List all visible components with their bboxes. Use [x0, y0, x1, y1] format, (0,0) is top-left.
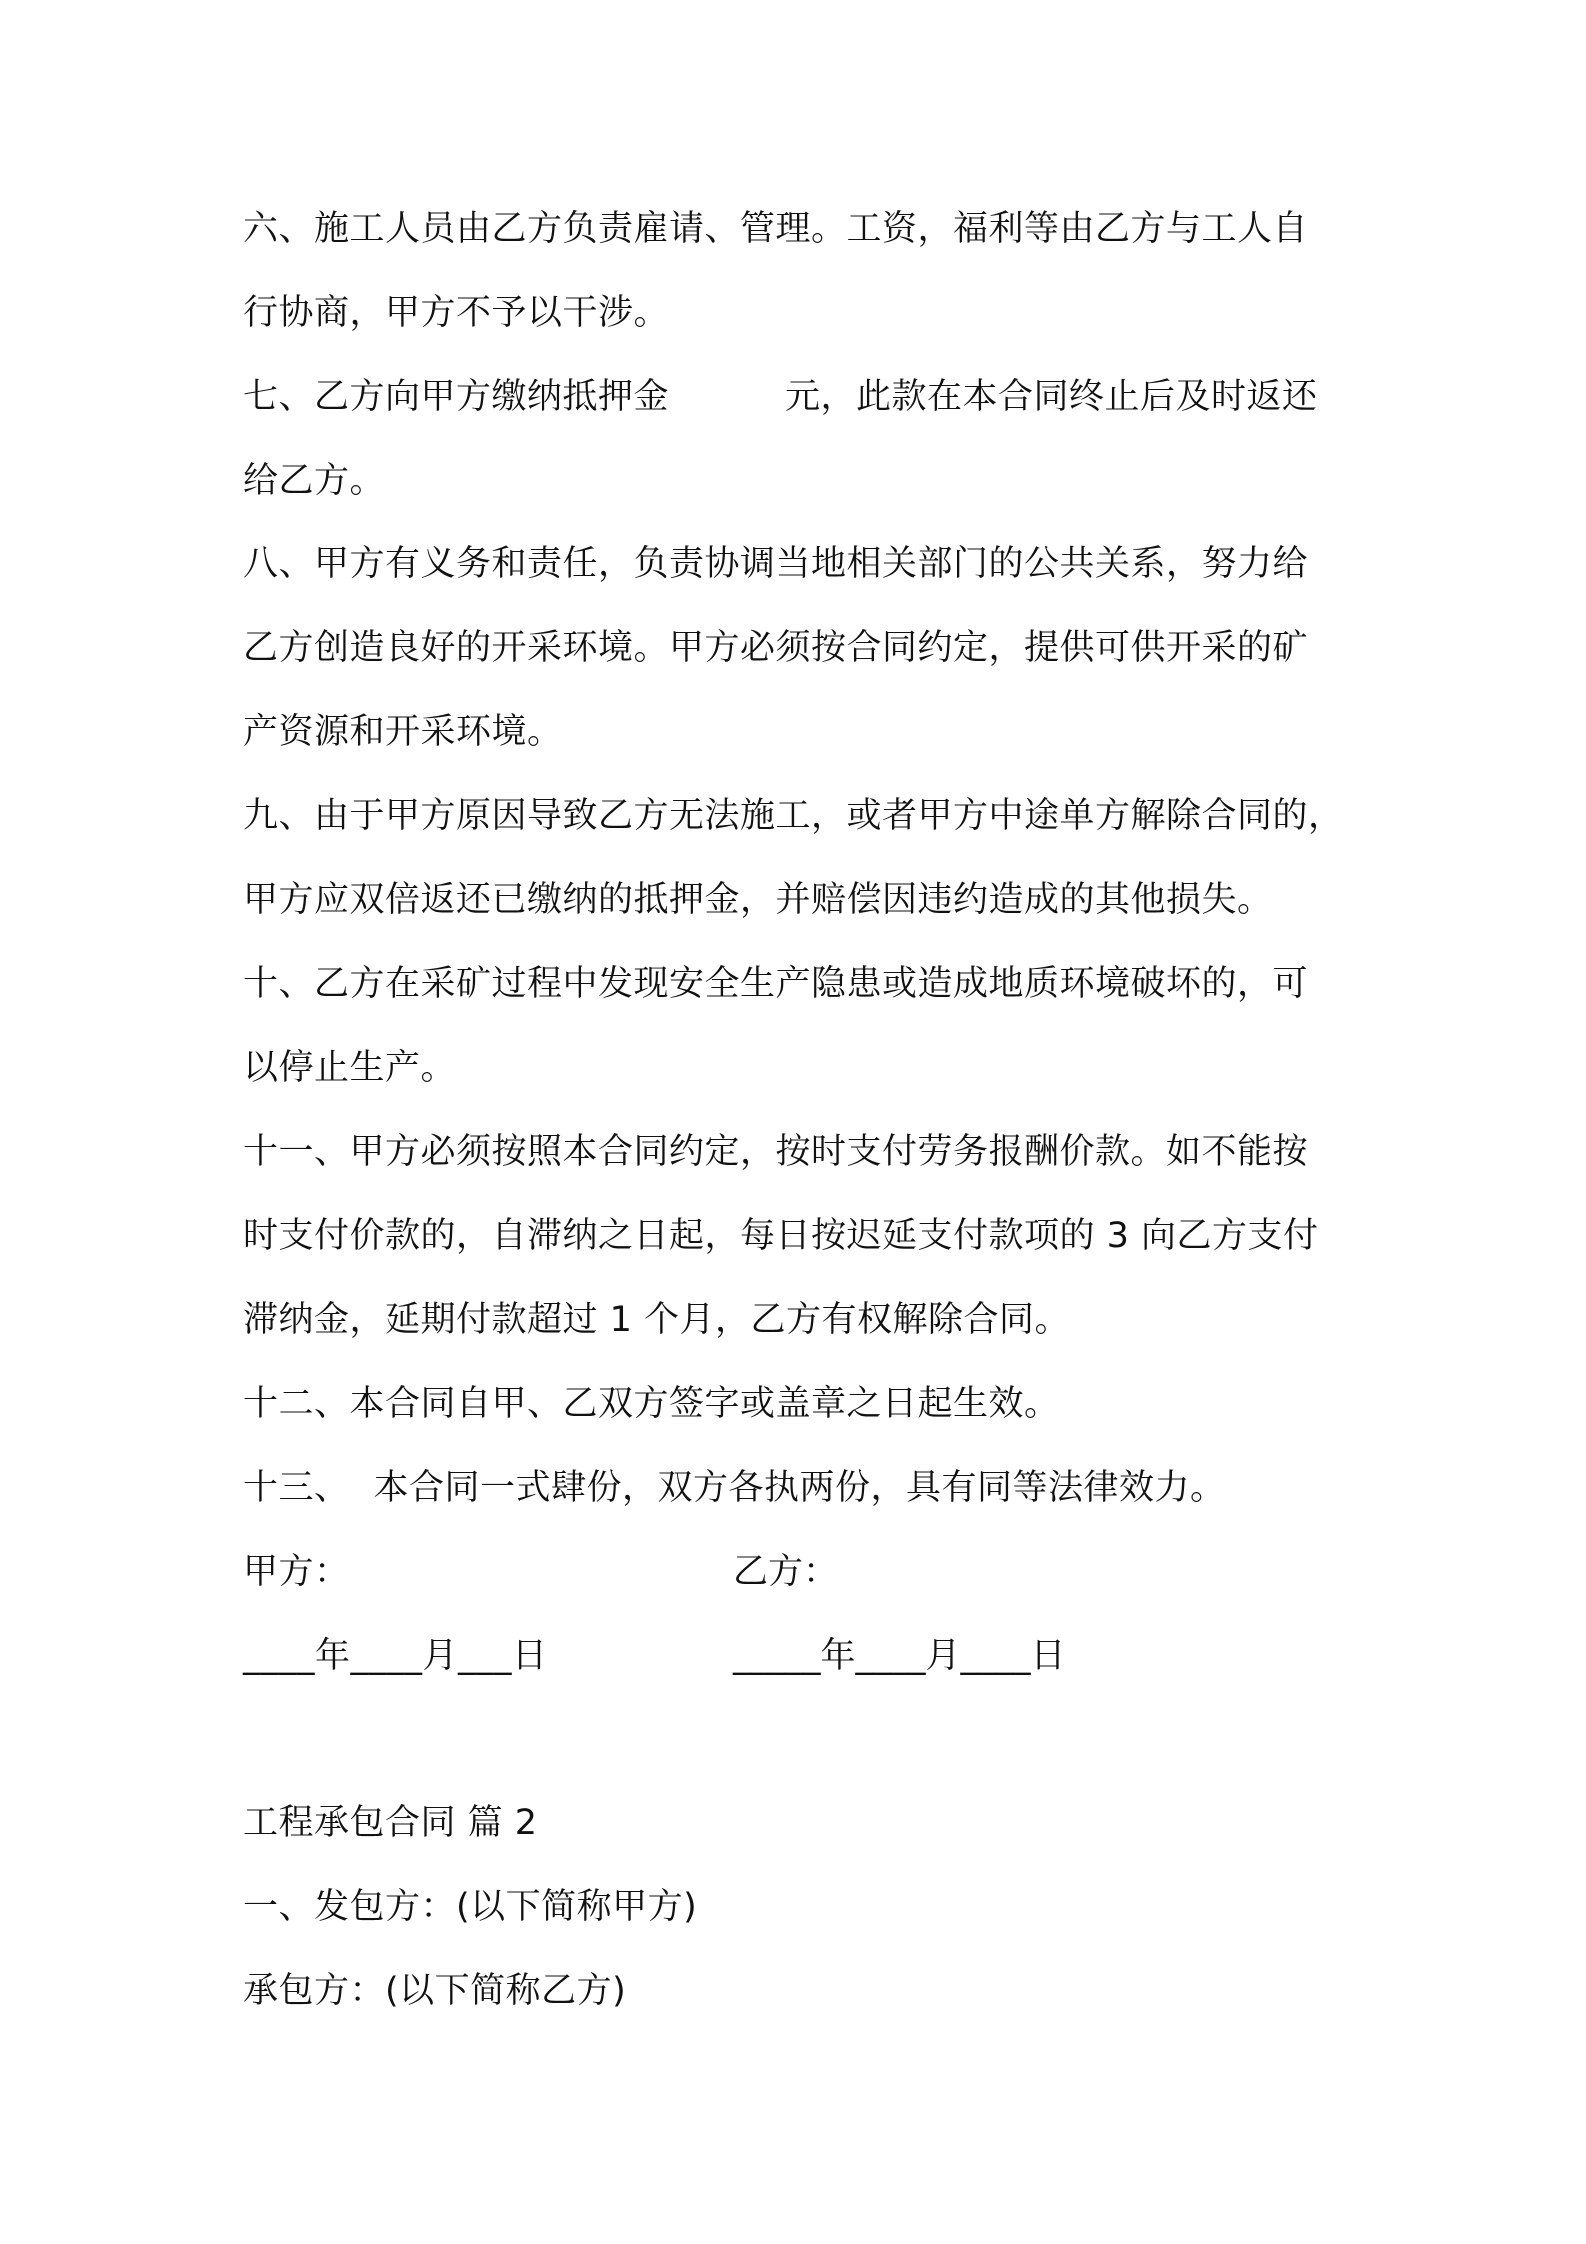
clause-11-line-3: 滞纳金，延期付款超过 1 个月，乙方有权解除合同。 [243, 1300, 1071, 1340]
clause-9-line-1: 九、由于甲方原因导致乙方无法施工，或者甲方中途单方解除合同的， [243, 796, 1344, 836]
contractor-line: 承包方：(以下简称乙方) [243, 1971, 627, 2011]
clause-7-line-1 [243, 373, 1318, 421]
section-2-title: 工程承包合同 篇 2 [243, 1803, 538, 1843]
issuer-line: 一、发包方：(以下简称甲方) [243, 1887, 698, 1927]
clause-8-line-2: 乙方创造良好的开采环境。甲方必须按合同约定，提供可供开采的矿 [243, 628, 1309, 668]
clause-8-line-3: 产资源和开采环境。 [243, 712, 563, 752]
clause-8-line-1: 八、甲方有义务和责任，负责协调当地相关部门的公共关系，努力给 [243, 544, 1309, 584]
clause-13-line-1 [243, 1464, 1226, 1512]
clause-13-text: 本合同一式肆份，双方各执两份，具有同等法律效力。 [373, 1468, 1226, 1508]
party-a-date: ____年____月___日 [243, 1636, 548, 1676]
clause-11-line-1: 十一、甲方必须按照本合同约定，按时支付劳务报酬价款。如不能按 [243, 1132, 1309, 1172]
clause-13-number: 十三、 [243, 1468, 350, 1508]
party-a-label: 甲方： [243, 1552, 350, 1592]
clause-9-line-2: 甲方应双倍返还已缴纳的抵押金，并赔偿因违约造成的其他损失。 [243, 880, 1273, 920]
clause-7-line-2: 给乙方。 [243, 461, 386, 501]
clause-10-line-1: 十、乙方在采矿过程中发现安全生产隐患或造成地质环境破坏的，可 [243, 964, 1309, 1004]
clause-10-line-2: 以停止生产。 [243, 1048, 457, 1088]
clause-7-text-b: 元，此款在本合同终止后及时返还 [785, 377, 1318, 417]
party-b-date: _____年____月____日 [733, 1636, 1066, 1676]
clause-7-text-a: 七、乙方向甲方缴纳抵押金 [243, 377, 670, 417]
clause-6-line-1: 六、施工人员由乙方负责雇请、管理。工资，福利等由乙方与工人自 [243, 209, 1309, 249]
party-b-label: 乙方： [733, 1552, 839, 1592]
clause-6-line-2: 行协商，甲方不予以干涉。 [243, 293, 670, 333]
clause-12-line-1: 十二、本合同自甲、乙双方签字或盖章之日起生效。 [243, 1384, 1060, 1424]
clause-11-line-2: 时支付价款的，自滞纳之日起，每日按迟延支付款项的 3 向乙方支付 [243, 1216, 1319, 1256]
